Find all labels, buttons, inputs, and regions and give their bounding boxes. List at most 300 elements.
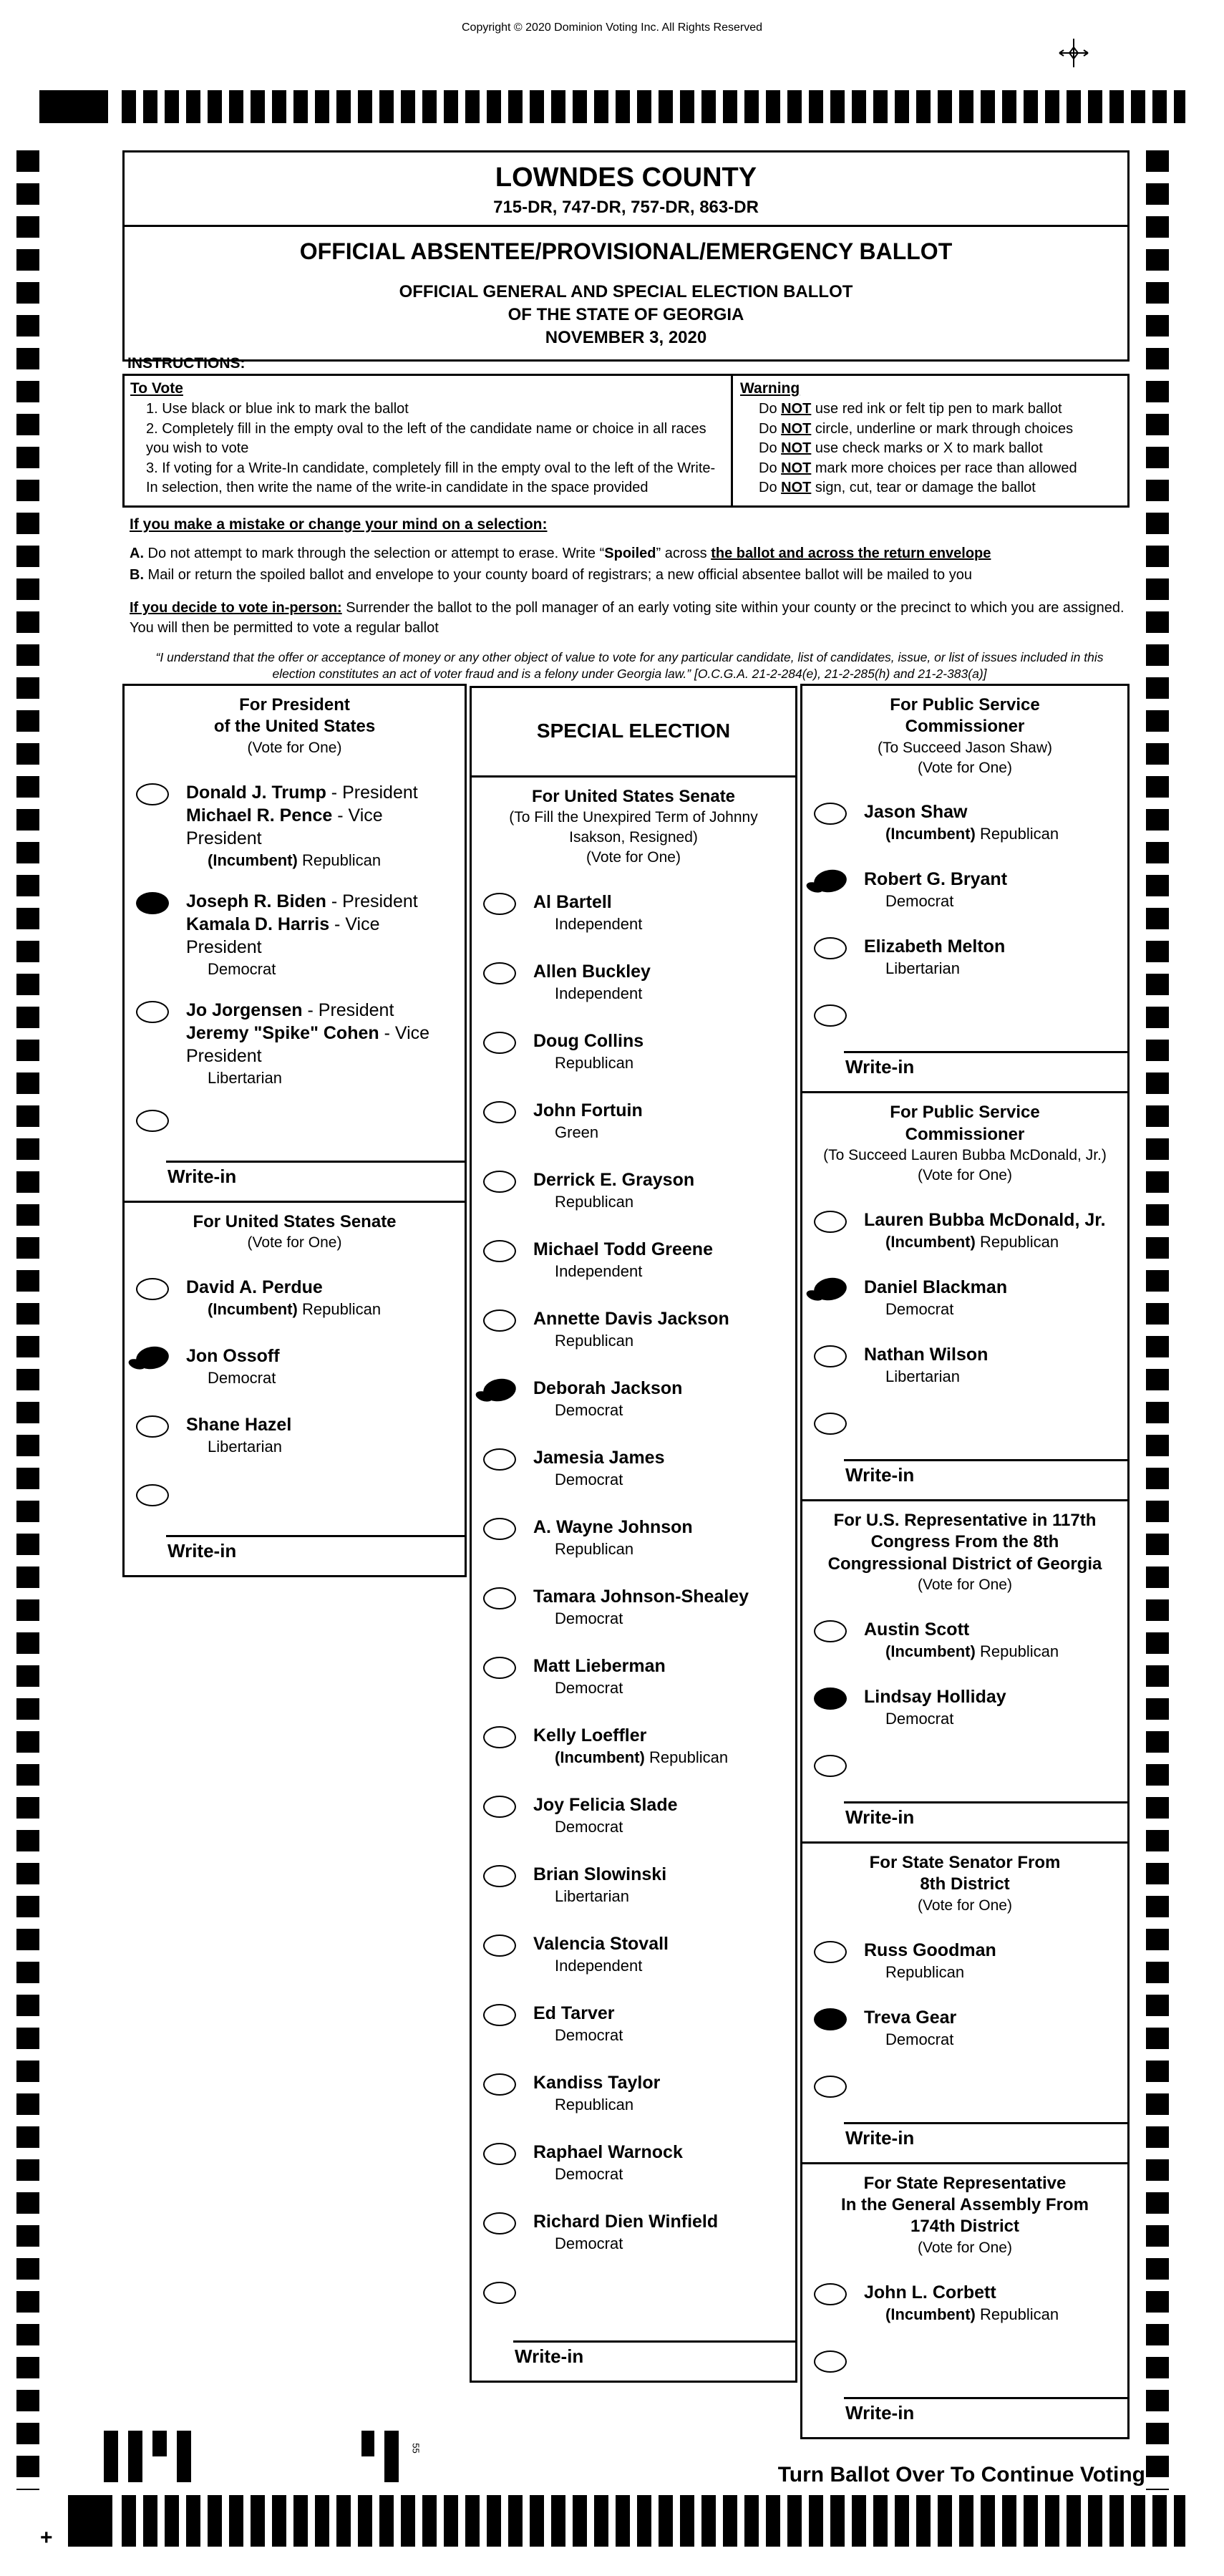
party-name: Democrat <box>555 1609 623 1627</box>
write-in-option-row <box>802 1744 1127 1801</box>
candidate-row <box>472 1577 795 1646</box>
party-name: Republican <box>975 1642 1059 1660</box>
write-in-option-row <box>802 994 1127 1051</box>
in-person-text: Surrender the ballot to the poll manager of an early voting site within your county or the precinct to which you are assigned. You will then be permitted to vote a regular ballot <box>130 600 1125 636</box>
candidate-party <box>885 1710 1006 1728</box>
column-right <box>800 686 1130 2439</box>
oval-derrick-e-grayson[interactable] <box>483 1171 516 1193</box>
contest-for-united-states-senate <box>470 775 797 2383</box>
party-name: Democrat <box>208 1368 276 1387</box>
oval-john-l-corbett[interactable] <box>814 2283 847 2305</box>
plus-mark: + <box>40 2526 53 2550</box>
party-name: Democrat <box>555 2234 623 2252</box>
candidate-name <box>864 1276 1007 1299</box>
warning-rest: mark more choices per race than allowed <box>811 460 1077 476</box>
contest-for-state-senator-from-8th-district <box>800 1841 1130 2164</box>
candidate-name-bold: John L. Corbett <box>864 2282 996 2303</box>
candidate-text <box>533 1793 678 1836</box>
write-in-label: Write-in <box>845 1463 915 1486</box>
candidate-text <box>533 1168 694 1211</box>
mistake-section <box>130 514 1130 682</box>
candidate-row <box>472 1299 795 1368</box>
candidate-row <box>125 1405 465 1473</box>
candidate-row <box>802 1200 1127 1267</box>
oval-treva-gear[interactable] <box>814 2008 847 2030</box>
write-in-block <box>472 2340 795 2381</box>
candidate-name-bold: Donald J. Trump <box>186 782 326 803</box>
candidate-party <box>208 1069 460 1088</box>
oval-kelly-loeffler[interactable] <box>483 1726 516 1748</box>
to-vote-heading: To Vote <box>130 380 183 397</box>
party-name: Democrat <box>555 1470 623 1488</box>
warning-rest: use check marks or X to mark ballot <box>811 440 1043 457</box>
candidate-row <box>125 1267 465 1336</box>
candidate-name-bold: Daniel Blackman <box>864 1277 1008 1297</box>
candidate-row <box>472 1090 795 1160</box>
candidate-name <box>533 1030 643 1052</box>
candidate-row <box>125 1336 465 1405</box>
candidate-name-bold: Deborah Jackson <box>533 1377 683 1398</box>
oval-john-fortuin[interactable] <box>483 1101 516 1123</box>
party-name: Republican <box>297 1299 382 1318</box>
write-in-label: Write-in <box>845 1806 915 1828</box>
oval-lauren-bubba-mcdonald-jr[interactable] <box>814 1211 847 1233</box>
candidate-party <box>885 959 1005 978</box>
oval-al-bartell[interactable] <box>483 893 516 915</box>
party-name: Democrat <box>885 1299 954 1318</box>
candidate-text <box>533 1932 669 1975</box>
write-in-line[interactable] <box>166 1535 465 1537</box>
barcode-marks-mid <box>361 2431 399 2482</box>
running-mate-suffix: - Vice President <box>186 914 380 957</box>
running-mate-name <box>186 804 460 850</box>
candidate-name-bold: Allen Buckley <box>533 961 651 982</box>
header-divider <box>125 225 1127 227</box>
write-in-label: Write-in <box>845 2126 915 2149</box>
line-b-label: B. <box>130 567 144 584</box>
oval-austin-scott[interactable] <box>814 1620 847 1642</box>
candidate-name <box>186 1345 280 1367</box>
candidate-party <box>555 1679 666 1698</box>
candidate-row <box>472 2063 795 2132</box>
oval-shane-hazel[interactable] <box>136 1415 169 1438</box>
to-vote-item: 3. If voting for a Write-In candidate, completely fill in the empty oval to the left of the Write-In selection, then write the name of the write-in candidate in the space provided <box>146 460 716 496</box>
write-in-line[interactable] <box>166 1161 465 1163</box>
candidate-party <box>555 1054 643 1072</box>
write-in-line[interactable] <box>844 2122 1127 2124</box>
candidate-name-bold: Elizabeth Melton <box>864 936 1006 957</box>
candidate-text <box>864 2281 1059 2324</box>
mistake-heading: If you make a mistake or change your mind on a selection: <box>130 516 548 533</box>
incumbent-label: (Incumbent) <box>208 1299 298 1318</box>
warning-not: NOT <box>781 400 812 417</box>
candidate-name-bold: Russ Goodman <box>864 1940 996 1960</box>
candidate-name-bold: A. Wayne Johnson <box>533 1516 693 1537</box>
candidate-name-bold: Jo Jorgensen <box>186 999 303 1020</box>
district-codes: 715-DR, 747-DR, 757-DR, 863-DR <box>493 198 759 217</box>
candidate-row <box>472 1646 795 1715</box>
candidate-name-bold: Ed Tarver <box>533 2003 615 2023</box>
oval-richard-dien-winfield[interactable] <box>483 2212 516 2234</box>
candidate-name-bold: John Fortuin <box>533 1100 643 1120</box>
candidate-text <box>533 1585 749 1628</box>
sheet-number: 55 <box>410 2443 422 2454</box>
oval-raphael-warnock[interactable] <box>483 2143 516 2165</box>
candidate-name <box>533 1377 682 1400</box>
candidate-party <box>555 2096 660 2114</box>
candidate-name-bold: Doug Collins <box>533 1030 644 1051</box>
contest-title-line: Commissioner <box>905 717 1025 737</box>
vote-for-label: (Vote for One) <box>247 1234 342 1251</box>
warning-rest: sign, cut, tear or damage the ballot <box>811 480 1036 496</box>
candidate-party <box>555 1332 729 1350</box>
candidate-party <box>555 1401 682 1420</box>
contest-title-line: For United States Senate <box>193 1211 397 1231</box>
candidate-name <box>186 1413 291 1436</box>
candidate-party <box>555 1818 678 1836</box>
candidate-party <box>555 1540 693 1559</box>
running-mate-bold: Jeremy "Spike" Cohen <box>186 1022 379 1043</box>
party-name: Libertarian <box>555 1887 629 1905</box>
party-name: Independent <box>555 1262 643 1280</box>
oval-write-in[interactable] <box>136 1484 169 1506</box>
oval-write-in[interactable] <box>814 1413 847 1435</box>
running-mate-bold: Kamala D. Harris <box>186 914 330 934</box>
incumbent-label: (Incumbent) <box>885 1232 976 1251</box>
candidate-name <box>533 2002 623 2025</box>
contest-title-line: For State Senator From <box>869 1852 1061 1872</box>
candidate-text <box>864 1618 1059 1661</box>
candidate-name <box>864 935 1005 958</box>
candidate-name <box>186 999 460 1022</box>
write-in-option-row <box>472 2271 795 2340</box>
warning-rest: use red ink or felt tip pen to mark ballot <box>811 400 1062 417</box>
candidate-name <box>864 2006 956 2029</box>
candidate-row <box>802 926 1127 994</box>
candidate-name <box>533 1724 728 1747</box>
candidate-name <box>533 1099 643 1122</box>
candidate-party <box>555 915 642 934</box>
candidate-name <box>533 2071 660 2094</box>
candidate-name <box>533 1585 749 1608</box>
contest-subtitle-line: (To Succeed Jason Shaw) <box>878 739 1052 756</box>
candidate-row <box>802 1930 1127 1998</box>
oval-kandiss-taylor[interactable] <box>483 2073 516 2096</box>
incumbent-label: (Incumbent) <box>885 1642 976 1660</box>
candidate-text <box>533 1099 643 1142</box>
write-in-option-row <box>802 2065 1127 2122</box>
running-mate-suffix: - Vice President <box>186 1022 430 1066</box>
vote-for-label: (Vote for One) <box>918 2239 1012 2256</box>
candidate-row <box>802 1267 1127 1335</box>
candidate-name-bold: Matt Lieberman <box>533 1655 666 1676</box>
write-in-block <box>802 1801 1127 1841</box>
candidate-row <box>802 792 1127 859</box>
contest-title-line: Congressional District of Georgia <box>827 1554 1102 1574</box>
party-name: Republican <box>975 2305 1059 2323</box>
contest-header <box>125 686 465 773</box>
oval-a-wayne-johnson[interactable] <box>483 1518 516 1540</box>
timing-marks-top <box>122 90 1185 123</box>
warning-heading: Warning <box>740 380 800 397</box>
party-name: Republican <box>555 1539 634 1558</box>
warning-items <box>740 400 1119 498</box>
candidate-name <box>533 1446 664 1469</box>
write-in-line[interactable] <box>844 1459 1127 1461</box>
candidate-row <box>472 1229 795 1299</box>
contest-title-line: For Public Service <box>890 1103 1040 1123</box>
oval-write-in[interactable] <box>814 1004 847 1027</box>
party-name: Libertarian <box>885 959 960 978</box>
oval-tamara-johnson-shealey[interactable] <box>483 1587 516 1609</box>
candidate-party <box>555 1748 728 1767</box>
candidate-party <box>208 1369 280 1388</box>
candidate-row <box>472 1438 795 1507</box>
candidate-name <box>864 1618 1059 1641</box>
party-name: Democrat <box>555 2025 623 2044</box>
contest-title-line: of the United States <box>213 717 376 737</box>
incumbent-label: (Incumbent) <box>885 2305 976 2323</box>
contest-subtitle-line: (To Fill the Unexpired Term of Johnny <box>509 809 758 826</box>
candidate-row <box>472 1368 795 1438</box>
write-in-block <box>802 1459 1127 1499</box>
write-in-block <box>125 1161 465 1201</box>
party-name: Republican <box>297 851 382 869</box>
oval-brian-slowinski[interactable] <box>483 1865 516 1887</box>
oval-valencia-stovall[interactable] <box>483 1935 516 1957</box>
instructions-label: INSTRUCTIONS: <box>127 355 246 372</box>
oval-joseph-r-biden[interactable] <box>136 892 169 914</box>
oval-write-in[interactable] <box>814 2350 847 2373</box>
candidate-row <box>472 1785 795 1854</box>
candidate-name-bold: David A. Perdue <box>186 1277 323 1297</box>
candidate-party <box>555 1123 643 1142</box>
warning-item <box>759 478 1119 498</box>
candidate-name-bold: Lindsay Holliday <box>864 1686 1006 1707</box>
candidate-row <box>472 1021 795 1090</box>
oval-deborah-jackson[interactable] <box>482 1376 518 1404</box>
candidate-name-bold: Brian Slowinski <box>533 1864 667 1884</box>
write-in-label: Write-in <box>845 2401 915 2424</box>
oval-write-in[interactable] <box>136 1110 169 1132</box>
candidate-party <box>885 2305 1059 2324</box>
write-in-line[interactable] <box>844 1051 1127 1053</box>
write-in-block <box>802 1051 1127 1091</box>
candidate-text <box>533 1030 643 1072</box>
party-name: Independent <box>555 984 643 1002</box>
candidate-name <box>533 1238 713 1261</box>
oval-lindsay-holliday[interactable] <box>814 1688 847 1710</box>
candidate-row <box>802 1335 1127 1402</box>
warning-rest: circle, underline or mark through choices <box>811 420 1074 437</box>
oval-write-in[interactable] <box>814 2076 847 2098</box>
oval-michael-todd-greene[interactable] <box>483 1240 516 1262</box>
candidate-text <box>186 781 460 870</box>
oval-daniel-blackman[interactable] <box>812 1275 849 1303</box>
candidate-text <box>533 1446 664 1489</box>
contest-for-public-service-commissioner <box>800 1091 1130 1501</box>
candidate-party <box>885 1233 1106 1251</box>
election-title: OFFICIAL GENERAL AND SPECIAL ELECTION BALLOT <box>399 282 853 301</box>
timing-mark-block-bottom <box>68 2495 112 2547</box>
oval-david-a-perdue[interactable] <box>136 1278 169 1300</box>
contest-subtitle-line: (To Succeed Lauren Bubba McDonald, Jr.) <box>823 1147 1107 1164</box>
candidate-name <box>864 800 1059 823</box>
candidate-text <box>533 2141 683 2184</box>
warning-not: NOT <box>781 460 812 476</box>
candidate-name <box>864 1685 1006 1708</box>
write-in-line[interactable] <box>844 1801 1127 1803</box>
candidate-text <box>864 1685 1006 1728</box>
candidate-text <box>533 1655 666 1698</box>
candidate-row <box>802 1677 1127 1744</box>
candidate-name <box>186 1276 381 1299</box>
oval-jon-ossoff[interactable] <box>135 1344 171 1372</box>
oval-elizabeth-melton[interactable] <box>814 937 847 959</box>
candidate-name-bold: Shane Hazel <box>186 1414 292 1435</box>
column-middle <box>470 686 797 2383</box>
candidate-name-bold: Joy Felicia Slade <box>533 1794 678 1815</box>
candidate-party <box>885 2030 956 2049</box>
contest-header <box>802 2164 1127 2272</box>
candidate-party <box>208 851 460 870</box>
party-name: Republican <box>975 825 1059 843</box>
oval-doug-collins[interactable] <box>483 1032 516 1054</box>
candidate-row <box>802 1998 1127 2065</box>
oval-russ-goodman[interactable] <box>814 1941 847 1963</box>
candidate-text <box>533 1724 728 1767</box>
write-in-option-row <box>802 2340 1127 2397</box>
candidate-row <box>472 1924 795 1993</box>
incumbent-label: (Incumbent) <box>555 1748 645 1766</box>
warning-item <box>759 459 1119 479</box>
mistake-line-a <box>130 543 1130 563</box>
candidate-text <box>533 2210 718 2253</box>
contest-title-line: In the General Assembly From <box>841 2195 1089 2214</box>
oval-ed-tarver[interactable] <box>483 2004 516 2026</box>
warning-item <box>759 439 1119 459</box>
candidate-party <box>555 1887 666 1906</box>
candidate-name <box>533 960 651 983</box>
timing-marks-right <box>1146 150 1169 2490</box>
write-in-block <box>125 1535 465 1575</box>
candidate-name-bold: Jamesia James <box>533 1447 665 1468</box>
contest-header <box>802 1844 1127 1930</box>
candidate-text <box>864 935 1005 978</box>
to-vote-box <box>122 374 733 508</box>
oval-write-in[interactable] <box>483 2282 516 2304</box>
candidate-row <box>802 859 1127 926</box>
candidate-name-bold: Nathan Wilson <box>864 1344 989 1365</box>
warning-box <box>733 374 1130 508</box>
running-mate-suffix: - Vice President <box>186 805 383 848</box>
party-name: Libertarian <box>885 1367 960 1385</box>
candidate-name-bold: Kelly Loeffler <box>533 1725 647 1745</box>
candidate-text <box>864 800 1059 843</box>
candidate-party <box>208 1438 291 1456</box>
write-in-line[interactable] <box>844 2397 1127 2399</box>
contest-title-line: For United States Senate <box>531 787 736 806</box>
oval-allen-buckley[interactable] <box>483 962 516 984</box>
oval-jo-jorgensen[interactable] <box>136 1001 169 1023</box>
candidate-name <box>533 2141 683 2164</box>
contest-header <box>125 1203 465 1267</box>
candidate-name <box>533 1307 729 1330</box>
candidate-name <box>533 1863 666 1886</box>
warning-pre: Do <box>759 400 782 417</box>
election-date: NOVEMBER 3, 2020 <box>545 328 707 347</box>
write-in-option-row <box>125 1473 465 1535</box>
party-name: Republican <box>555 1192 634 1211</box>
candidate-name <box>533 1932 669 1955</box>
write-in-line[interactable] <box>513 2340 795 2343</box>
write-in-option-row <box>125 1099 465 1161</box>
write-in-block <box>802 2397 1127 2437</box>
candidate-row <box>472 1715 795 1785</box>
vote-for-label: (Vote for One) <box>918 1897 1012 1914</box>
party-name: Republican <box>644 1748 729 1766</box>
party-name: Independent <box>555 914 643 933</box>
turn-ballot-over-text: Turn Ballot Over To Continue Voting <box>777 2463 1145 2487</box>
candidate-text <box>864 868 1007 911</box>
to-vote-items <box>130 400 722 498</box>
candidate-row <box>125 881 465 990</box>
candidate-row <box>472 1993 795 2063</box>
write-in-label: Write-in <box>845 1056 915 1078</box>
party-name: Democrat <box>885 1709 954 1728</box>
warning-not: NOT <box>781 440 812 457</box>
oval-nathan-wilson[interactable] <box>814 1345 847 1367</box>
contest-title-line: 174th District <box>910 2217 1020 2237</box>
candidate-name-bold: Joseph R. Biden <box>186 891 326 911</box>
candidate-name-bold: Al Bartell <box>533 891 612 912</box>
oval-robert-g-bryant[interactable] <box>812 868 849 896</box>
timing-marks-bottom <box>122 2495 1185 2547</box>
party-name: Democrat <box>555 1400 623 1419</box>
line-a-underline: the ballot and across the return envelope <box>711 546 991 562</box>
candidate-name <box>533 1168 694 1191</box>
oval-joy-felicia-slade[interactable] <box>483 1796 516 1818</box>
oval-matt-lieberman[interactable] <box>483 1657 516 1679</box>
oval-jamesia-james[interactable] <box>483 1448 516 1471</box>
to-vote-item: 2. Completely fill in the empty oval to the left of the candidate name or choice in all races you wish to vote <box>146 420 706 457</box>
candidate-text <box>533 2071 660 2114</box>
oval-donald-j-trump[interactable] <box>136 783 169 805</box>
party-name: Green <box>555 1123 599 1141</box>
oval-jason-shaw[interactable] <box>814 803 847 825</box>
candidate-text <box>533 1238 713 1281</box>
oval-annette-davis-jackson[interactable] <box>483 1309 516 1332</box>
contest-subtitle-line: Isakson, Resigned) <box>569 829 698 846</box>
oval-write-in[interactable] <box>814 1755 847 1777</box>
candidate-row <box>472 1507 795 1577</box>
candidate-party <box>208 960 460 979</box>
candidate-name <box>533 1516 693 1539</box>
party-name: Republican <box>555 2095 634 2113</box>
party-name: Democrat <box>555 1678 623 1697</box>
line-a-spoiled: Spoiled <box>604 546 656 562</box>
warning-pre: Do <box>759 480 782 496</box>
candidate-name-bold: Richard Dien Winfield <box>533 2211 719 2232</box>
contest-title-line: Commissioner <box>905 1124 1025 1144</box>
barcode-marks-left <box>104 2431 201 2482</box>
copyright-line: Copyright © 2020 Dominion Voting Inc. All Rights Reserved <box>461 21 762 34</box>
candidate-text <box>186 1345 280 1388</box>
candidate-row <box>472 2202 795 2271</box>
running-mate-name <box>186 1022 460 1067</box>
candidate-name-bold: Michael Todd Greene <box>533 1239 713 1259</box>
candidate-party <box>885 1963 996 1982</box>
